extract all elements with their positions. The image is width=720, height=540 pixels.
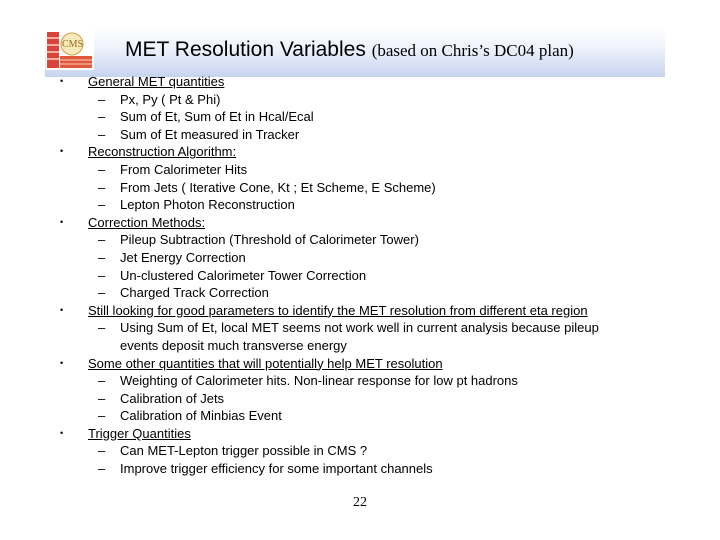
bullet-marker: • bbox=[60, 146, 64, 157]
sub-item bbox=[0, 126, 720, 144]
sub-item bbox=[0, 319, 636, 354]
sub-item-text: Weighting of Calorimeter hits. Non-linear response for low pt hadrons bbox=[120, 373, 518, 389]
cms-logo bbox=[46, 30, 94, 70]
bullet-marker: • bbox=[60, 76, 64, 86]
bullet-marker: • bbox=[60, 216, 64, 227]
bullet-item bbox=[0, 425, 720, 478]
dash-marker: – bbox=[98, 232, 106, 248]
bullet-heading: Correction Methods: bbox=[88, 214, 206, 230]
sub-item-text: Sum of Et measured in Tracker bbox=[120, 126, 300, 142]
page-number: 22 bbox=[353, 495, 367, 510]
sub-item bbox=[0, 390, 720, 408]
bullet-item bbox=[0, 214, 720, 302]
sub-item bbox=[0, 231, 720, 249]
dash-marker: – bbox=[98, 285, 106, 301]
sub-list bbox=[0, 91, 720, 144]
dash-marker: – bbox=[98, 197, 106, 213]
bullet-marker: • bbox=[60, 304, 64, 315]
dash-marker: – bbox=[98, 390, 106, 406]
sub-list bbox=[0, 319, 720, 354]
cms-logo-text: CMS bbox=[62, 39, 84, 50]
dash-marker: – bbox=[98, 126, 106, 142]
sub-item-text: Charged Track Correction bbox=[120, 285, 269, 301]
sub-item-text: Calibration of Jets bbox=[120, 390, 225, 406]
dash-marker: – bbox=[98, 91, 106, 107]
bullet-item bbox=[0, 302, 720, 355]
bullet-heading: Some other quantities that will potentially help MET resolution bbox=[88, 355, 443, 371]
sub-item-text: Pileup Subtraction (Threshold of Calorimeter Tower) bbox=[120, 232, 419, 248]
sub-item-text: Un-clustered Calorimeter Tower Correction bbox=[120, 267, 367, 283]
sub-item-text: Sum of Et, Sum of Et in Hcal/Ecal bbox=[120, 109, 314, 125]
dash-marker: – bbox=[98, 443, 106, 459]
dash-marker: – bbox=[98, 109, 106, 125]
bullet-heading: Trigger Quantities bbox=[88, 425, 191, 441]
slide-title bbox=[125, 38, 574, 62]
sub-item bbox=[0, 372, 720, 390]
sub-item bbox=[0, 91, 720, 109]
sub-list bbox=[0, 231, 720, 301]
dash-marker: – bbox=[98, 267, 106, 283]
sub-item bbox=[0, 460, 720, 478]
sub-list bbox=[0, 442, 720, 477]
bullet-item bbox=[0, 143, 720, 213]
sub-item bbox=[0, 407, 720, 425]
sub-list bbox=[0, 372, 720, 425]
sub-item bbox=[0, 179, 720, 197]
sub-item-text: Lepton Photon Reconstruction bbox=[120, 197, 295, 213]
sub-item bbox=[0, 161, 720, 179]
sub-item-text: Using Sum of Et, local MET seems not work well in current analysis because pileup events deposit much transverse energy bbox=[120, 320, 599, 353]
sub-item bbox=[0, 442, 720, 460]
sub-item bbox=[0, 284, 720, 302]
bullet-item bbox=[0, 355, 720, 425]
sub-item-text: Calibration of Minbias Event bbox=[120, 408, 282, 424]
dash-marker: – bbox=[98, 373, 106, 389]
dash-marker: – bbox=[98, 161, 106, 177]
bullet-marker: • bbox=[60, 427, 64, 438]
bullet-item bbox=[0, 73, 720, 143]
sub-list bbox=[0, 161, 720, 214]
dash-marker: – bbox=[98, 461, 106, 477]
bullet-heading: General MET quantities bbox=[88, 74, 225, 89]
dash-marker: – bbox=[98, 249, 106, 265]
sub-item-text: Improve trigger efficiency for some important channels bbox=[120, 461, 433, 477]
bullet-list bbox=[0, 73, 720, 478]
sub-item bbox=[0, 267, 720, 285]
sub-item bbox=[0, 108, 720, 126]
sub-item-text: Px, Py ( Pt & Phi) bbox=[120, 91, 221, 107]
sub-item bbox=[0, 249, 720, 267]
bullet-heading: Still looking for good parameters to identify the MET resolution from different eta region bbox=[88, 302, 588, 318]
slide-title-main: MET Resolution Variables bbox=[125, 38, 366, 61]
dash-marker: – bbox=[98, 179, 106, 195]
dash-marker: – bbox=[98, 408, 106, 424]
sub-item bbox=[0, 196, 720, 214]
dash-marker: – bbox=[98, 320, 106, 336]
slide-title-sub: (based on Chris’s DC04 plan) bbox=[371, 41, 574, 60]
bullet-heading: Reconstruction Algorithm: bbox=[88, 144, 237, 160]
bullet-marker: • bbox=[60, 357, 64, 368]
sub-item-text: From Jets ( Iterative Cone, Kt ; Et Scheme, E Scheme) bbox=[120, 179, 436, 195]
sub-item-text: From Calorimeter Hits bbox=[120, 161, 248, 177]
sub-item-text: Can MET-Lepton trigger possible in CMS ? bbox=[120, 443, 368, 459]
sub-item-text: Jet Energy Correction bbox=[120, 249, 246, 265]
